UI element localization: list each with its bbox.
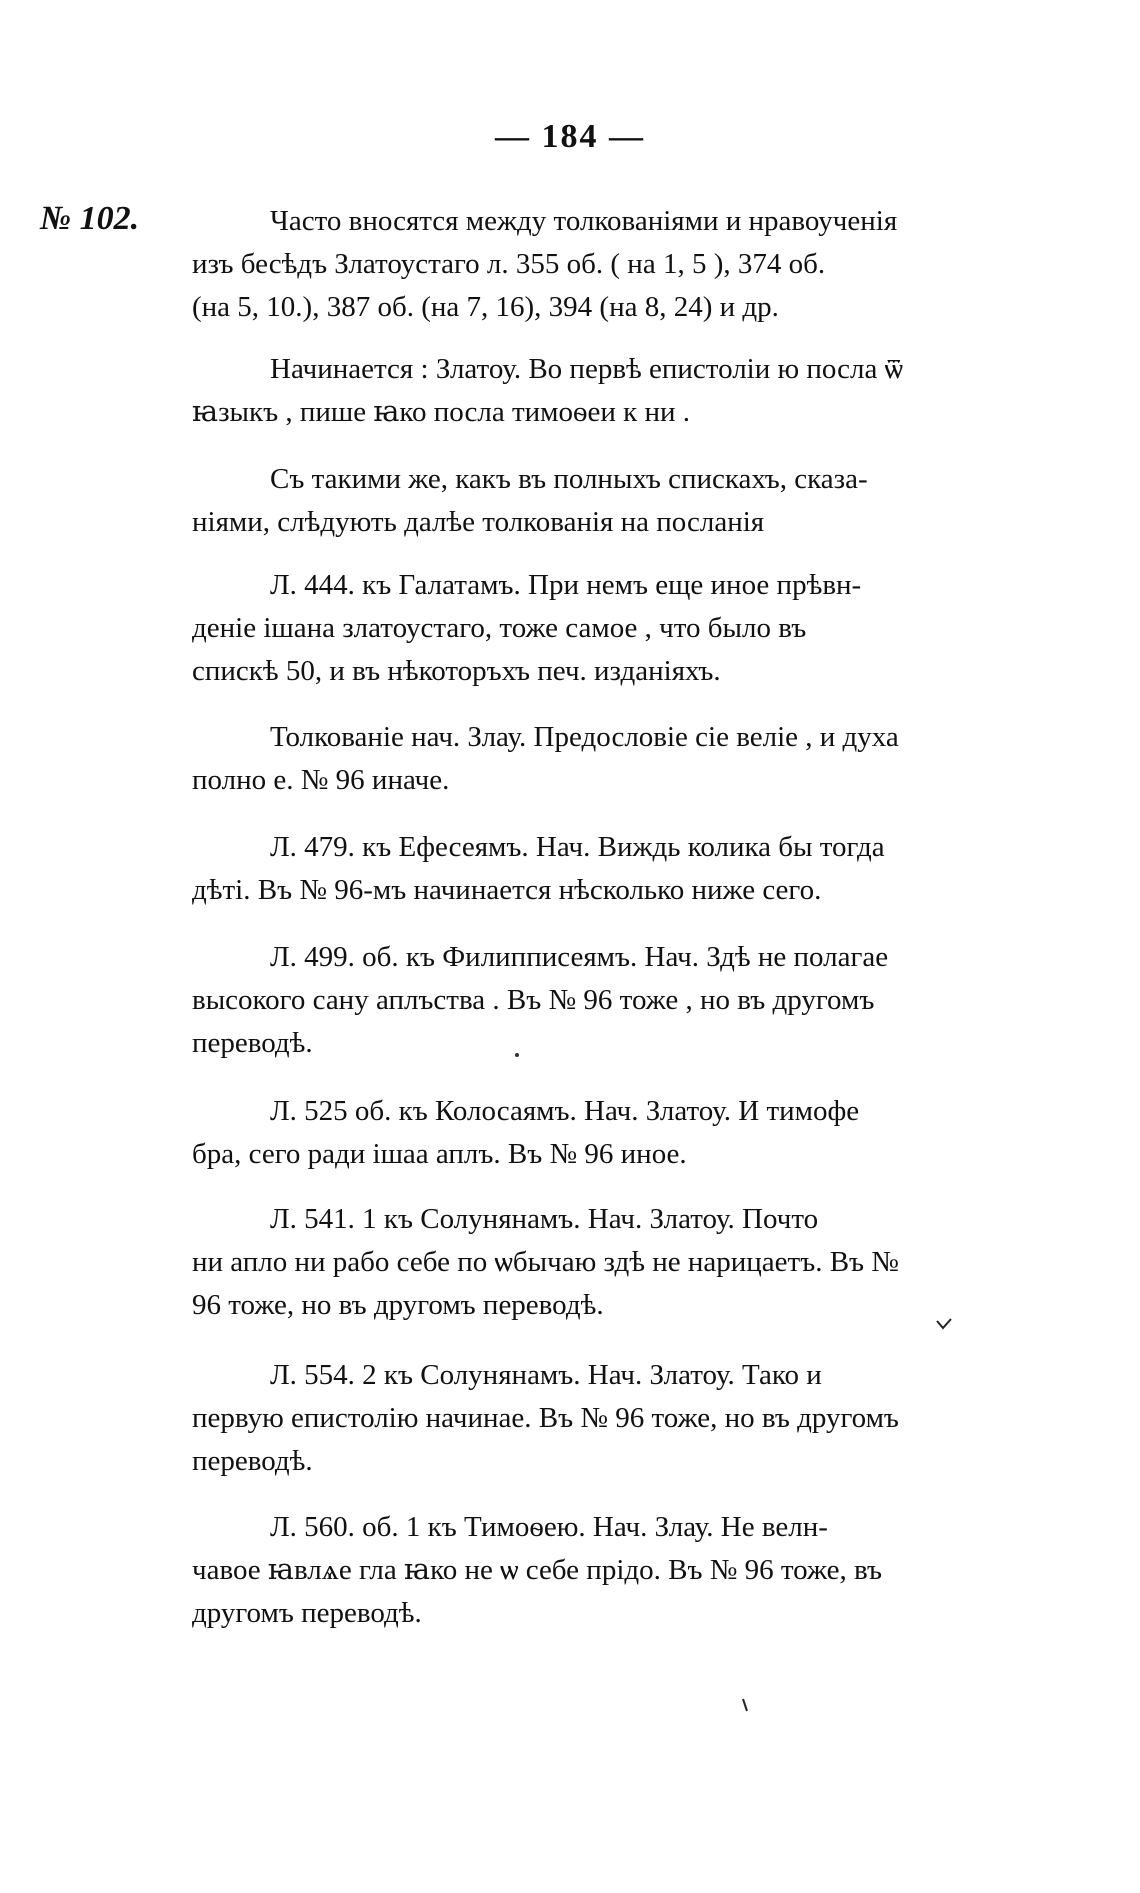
paragraph-line: (на 5, 10.), 387 об. (на 7, 16), 394 (на 8, 24) и др. <box>192 291 779 323</box>
ink-mark-icon <box>742 1698 748 1712</box>
paragraph-10 <box>192 1354 1077 1483</box>
paragraph-3 <box>192 458 1077 544</box>
paragraph-line: высокого сану аплъства . Въ № 96 тоже , но въ другомъ <box>192 984 875 1016</box>
paragraph-line: бра, сего ради ішаа аплъ. Въ № 96 иное. <box>192 1138 687 1170</box>
paragraph-line: Толкованіе нач. Злау. Предословіе сіе веліе , и духа <box>270 721 899 753</box>
paragraph-line: Съ такими же, какъ въ полныхъ спискахъ, сказа- <box>270 463 868 495</box>
paragraph-line: ни апло ни рабо себе по ѡбычаю здѣ не нарицаетъ. Въ № <box>192 1246 899 1278</box>
paragraph-line: полно е. № 96 иначе. <box>192 764 450 796</box>
paragraph-line: ніями, слѣдують далѣе толкованія на посланія <box>192 506 765 538</box>
paragraph-line: ꙗзыкъ , пише ꙗко посла тимоѳеи к ни . <box>192 396 691 428</box>
paragraph-line: спискѣ 50, и въ нѣкоторъхъ печ. изданіяхъ. <box>192 655 721 687</box>
paragraph-2 <box>192 348 1077 434</box>
paragraph-7 <box>192 936 1077 1065</box>
paragraph-1 <box>192 200 1077 329</box>
paragraph-line: деніе ішана златоустаго, тоже самое , что было въ <box>192 612 807 644</box>
paragraph-line: Л. 560. об. 1 къ Тимоѳею. Нач. Злау. Не велн- <box>270 1511 828 1543</box>
paragraph-line: 96 тоже, но въ другомъ переводѣ. <box>192 1289 604 1321</box>
ink-mark-icon <box>514 1052 520 1058</box>
paragraph-line: Л. 525 об. къ Колосаямъ. Нач. Златоу. И тимофе <box>270 1095 860 1127</box>
entry-number: № 102. <box>40 200 140 237</box>
paragraph-line: чавое ꙗвлѧе гла ꙗко не ѡ себе прідо. Въ № 96 тоже, въ <box>192 1554 882 1586</box>
paragraph-4 <box>192 564 1077 693</box>
paragraph-11 <box>192 1506 1077 1635</box>
paragraph-line: Начинается : Златоу. Во первѣ епистоліи ю посла ѿ <box>270 353 903 385</box>
paragraph-5 <box>192 716 1077 802</box>
paragraph-line: Л. 444. къ Галатамъ. При немъ еще иное прѣвн- <box>270 569 862 601</box>
paragraph-8 <box>192 1090 1077 1176</box>
paragraph-line: другомъ переводѣ. <box>192 1597 422 1629</box>
paragraph-line: Л. 479. къ Ефесеямъ. Нач. Виждь колика бы тогда <box>270 831 885 863</box>
paragraph-6 <box>192 826 1077 912</box>
paragraph-line: Л. 554. 2 къ Солунянамъ. Нач. Златоу. Тако и <box>270 1359 822 1391</box>
paragraph-line: переводѣ. <box>192 1445 313 1477</box>
paragraph-line: Часто вносятся между толкованіями и нравоученія <box>270 205 898 237</box>
paragraph-line: переводѣ. <box>192 1027 313 1059</box>
paragraph-line: изъ бесѣдъ Златоустаго л. 355 об. ( на 1, 5 ), 374 об. <box>192 248 826 280</box>
paragraph-9 <box>192 1198 1077 1327</box>
ink-mark-icon <box>936 1318 952 1330</box>
paragraph-line: Л. 499. об. къ Филипписеямъ. Нач. Здѣ не полагае <box>270 941 889 973</box>
paragraph-line: дѣті. Въ № 96-мъ начинается нѣсколько ниже сего. <box>192 874 822 906</box>
paragraph-line: Л. 541. 1 къ Солунянамъ. Нач. Златоу. Почто <box>270 1203 819 1235</box>
paragraph-line: первую епистолію начинае. Въ № 96 тоже, но въ другомъ <box>192 1402 899 1434</box>
page-number: — 184 — <box>495 118 645 155</box>
